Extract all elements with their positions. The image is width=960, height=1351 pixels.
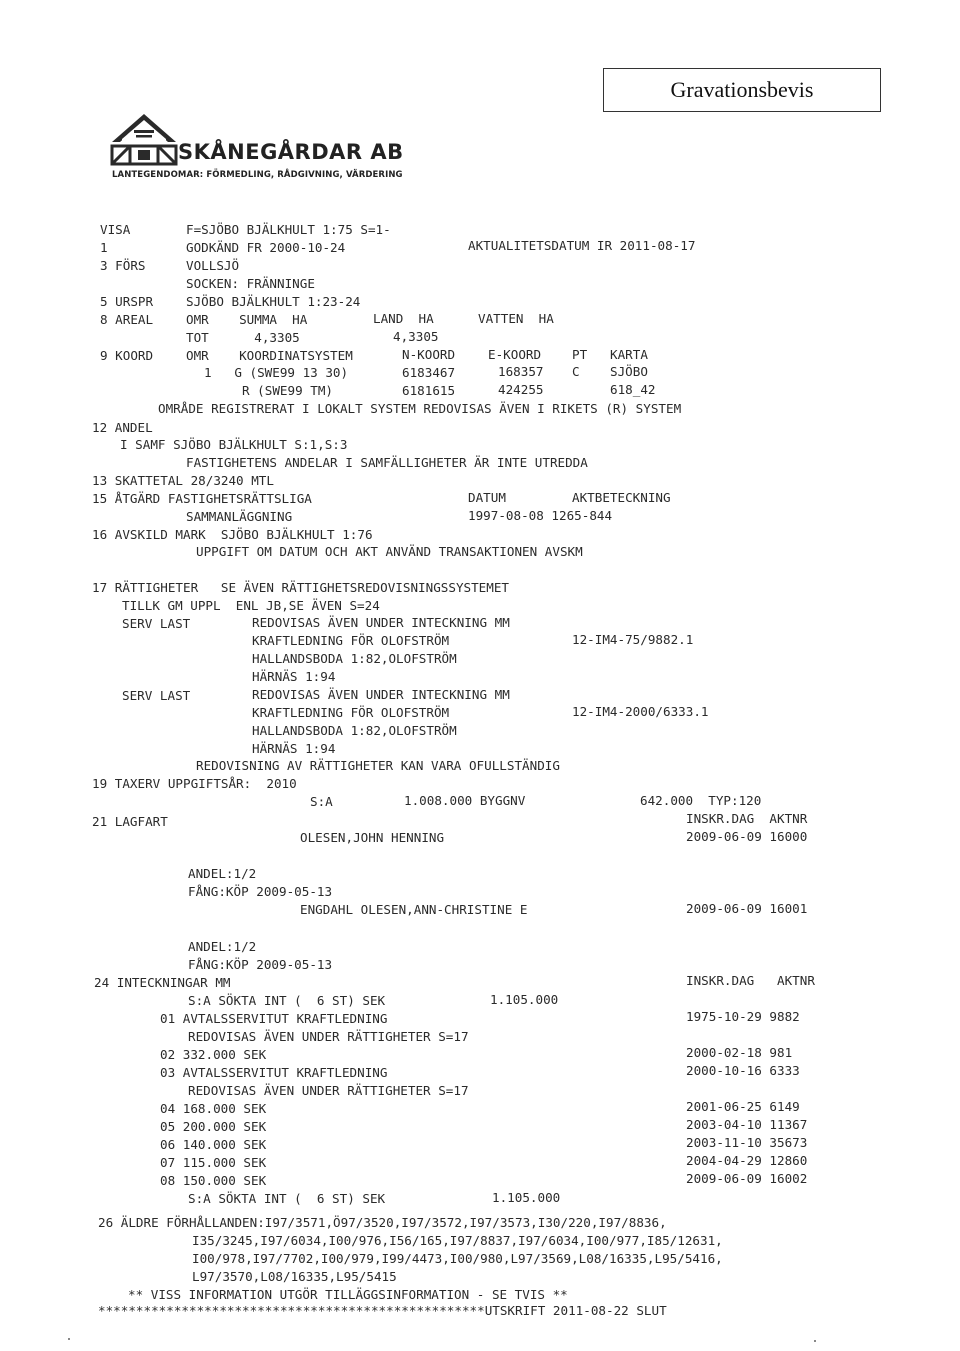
report-line: 1 G (SWE99 13 30) [204,365,349,380]
report-line: I35/3245,I97/6034,I00/976,I56/165,I97/8837,I97/6034,I00/977,I85/12631, [192,1233,723,1248]
report-line: FÅNG:KÖP 2009-05-13 [188,957,333,972]
report-line: S:A SÖKTA INT ( 6 ST) SEK [188,1191,386,1206]
report-line: KRAFTLEDNING FÖR OLOFSTRÖM [252,633,450,648]
report-line: 1975-10-29 9882 [686,1009,800,1024]
report-line: 15 ÅTGÄRD FASTIGHETSRÄTTSLIGA [92,491,312,506]
report-line: 3 FÖRS [100,258,146,273]
report-line: 26 ÄLDRE FÖRHÅLLANDEN:I97/3571,Ö97/3520,I97/3572,I97/3573,I30/220,I97/8836, [98,1215,667,1230]
report-line: 02 332.000 SEK [160,1047,267,1062]
report-line: R (SWE99 TM) [242,383,333,398]
report-line: S:A [310,794,333,809]
report-line: 2009-06-09 16002 [686,1171,808,1186]
report-line: LAND HA [373,311,434,326]
report-line: 6183467 [402,365,456,380]
report-line: 8 AREAL [100,312,154,327]
report-line: 1997-08-08 1265-844 [468,508,613,523]
report-line: C [572,364,580,379]
report-line: 1.105.000 [490,992,559,1007]
report-line: REDOVISAS ÄVEN UNDER INTECKNING MM [252,687,510,702]
scan-speck [68,1338,70,1340]
report-line: 04 168.000 SEK [160,1101,267,1116]
report-line: 13 SKATTETAL 28/3240 MTL [92,473,274,488]
company-logo [108,112,428,184]
report-line: 19 TAXERV UPPGIFTSÅR: 2010 [92,776,297,791]
report-line: 03 AVTALSSERVITUT KRAFTLEDNING [160,1065,388,1080]
footer-stars: *************************************************** [98,1303,485,1318]
report-line: FASTIGHETENS ANDELAR I SAMFÄLLIGHETER ÄR INTE UTREDDA [186,455,588,470]
report-line: 01 AVTALSSERVITUT KRAFTLEDNING [160,1011,388,1026]
report-line: 168357 [498,364,544,379]
report-line: S:A SÖKTA INT ( 6 ST) SEK [188,993,386,1008]
footer-printout: UTSKRIFT 2011-08-22 SLUT [484,1303,667,1318]
report-line: 618_42 [610,382,656,397]
report-line: 1 [100,240,108,255]
report-line: OLESEN,JOHN HENNING [300,830,445,845]
report-line: 2009-06-09 16001 [686,901,808,916]
report-line: FÅNG:KÖP 2009-05-13 [188,884,333,899]
report-line: 2009-06-09 16000 [686,829,808,844]
report-line: 424255 [498,382,544,397]
report-line: 2001-06-25 6149 [686,1099,800,1114]
report-line: 21 LAGFART [92,814,168,829]
document-title: Gravationsbevis [670,77,814,102]
report-line: E-KOORD [488,347,542,362]
report-line: SJÖBO BJÄLKHULT 1:23-24 [186,294,361,309]
report-line: TILLK GM UPPL ENL JB,SE ÄVEN S=24 [122,598,380,613]
report-line: SERV LAST [122,688,191,703]
report-line: 06 140.000 SEK [160,1137,267,1152]
report-line: ENGDAHL OLESEN,ANN-CHRISTINE E [300,902,528,917]
report-line: KARTA [610,347,648,362]
report-line: 17 RÄTTIGHETER SE ÄVEN RÄTTIGHETSREDOVISNINGSSYSTEMET [92,580,510,595]
report-line: 2003-11-10 35673 [686,1135,808,1150]
report-line: AKTBETECKNING [572,490,671,505]
report-line: HALLANDSBODA 1:82,OLOFSTRÖM [252,651,457,666]
report-line: HÄRNÄS 1:94 [252,741,336,756]
report-line: INSKR.DAG AKTNR [686,973,815,988]
report-line: REDOVISAS ÄVEN UNDER RÄTTIGHETER S=17 [188,1083,469,1098]
report-line: 05 200.000 SEK [160,1119,267,1134]
report-line: VISA [100,222,131,237]
report-line: VATTEN HA [478,311,554,326]
scan-speck [814,1340,816,1342]
report-line: HALLANDSBODA 1:82,OLOFSTRÖM [252,723,457,738]
report-line: ANDEL:1/2 [188,939,257,954]
report-line: PT [572,347,588,362]
report-line: GODKÄND FR 2000-10-24 [186,240,346,255]
report-line: 2003-04-10 11367 [686,1117,808,1132]
report-line: 1.008.000 BYGGNV [404,793,526,808]
report-line: 1.105.000 [492,1190,561,1205]
report-line: N-KOORD [402,347,456,362]
report-line: 2000-10-16 6333 [686,1063,800,1078]
report-line: DATUM [468,490,506,505]
report-line: ANDEL:1/2 [188,866,257,881]
report-line: ** VISS INFORMATION UTGÖR TILLÄGGSINFORMATION - SE TVIS ** [128,1287,568,1302]
report-line: 12-IM4-2000/6333.1 [572,704,709,719]
report-line: OMR KOORDINATSYSTEM [186,348,353,363]
report-line: L97/3570,L08/16335,L95/5415 [192,1269,397,1284]
report-line: SERV LAST [122,616,191,631]
report-line: I SAMF SJÖBO BJÄLKHULT S:1,S:3 [120,437,348,452]
report-line: VOLLSJÖ [186,258,240,273]
report-line: 642.000 TYP:120 [640,793,762,808]
report-line: INSKR.DAG AKTNR [686,811,808,826]
report-line: OMR SUMMA HA [186,312,308,327]
report-line: AKTUALITETSDATUM IR 2011-08-17 [468,238,696,253]
report-line: 4,3305 [393,329,439,344]
farmhouse-icon [108,112,180,170]
report-line: 12 ANDEL [92,420,153,435]
report-line: REDOVISAS ÄVEN UNDER RÄTTIGHETER S=17 [188,1029,469,1044]
report-line: SJÖBO [610,364,648,379]
report-line: 5 URSPR [100,294,154,309]
report-line: 2004-04-29 12860 [686,1153,808,1168]
footer-line [98,1303,667,1318]
report-line: 07 115.000 SEK [160,1155,267,1170]
report-line: 12-IM4-75/9882.1 [572,632,694,647]
report-line: OMRÅDE REGISTRERAT I LOKALT SYSTEM REDOVISAS ÄVEN I RIKETS (R) SYSTEM [158,401,682,416]
report-line: TOT 4,3305 [186,330,300,345]
company-name: SKÅNEGÅRDAR AB [178,140,404,164]
report-line: REDOVISNING AV RÄTTIGHETER KAN VARA OFULLSTÄNDIG [196,758,560,773]
report-line: 2000-02-18 981 [686,1045,793,1060]
report-line: SAMMANLÄGGNING [186,509,293,524]
report-line: I00/978,I97/7702,I00/979,I99/4473,I00/980,L97/3569,L08/16335,L95/5416, [192,1251,723,1266]
report-line: 08 150.000 SEK [160,1173,267,1188]
report-line: HÄRNÄS 1:94 [252,669,336,684]
report-line: UPPGIFT OM DATUM OCH AKT ANVÄND TRANSAKTIONEN AVSKM [196,544,583,559]
report-line: 9 KOORD [100,348,154,363]
report-line: F=SJÖBO BJÄLKHULT 1:75 S=1- [186,222,391,237]
company-tagline: LANTEGENDOMAR: FÖRMEDLING, RÅDGIVNING, VÄRDERING [112,170,403,180]
document-title-box [603,68,881,112]
report-line: 24 INTECKNINGAR MM [94,975,231,990]
report-line: 16 AVSKILD MARK SJÖBO BJÄLKHULT 1:76 [92,527,373,542]
report-line: REDOVISAS ÄVEN UNDER INTECKNING MM [252,615,510,630]
report-line: KRAFTLEDNING FÖR OLOFSTRÖM [252,705,450,720]
report-line: 6181615 [402,383,456,398]
report-line: SOCKEN: FRÄNNINGE [186,276,315,291]
